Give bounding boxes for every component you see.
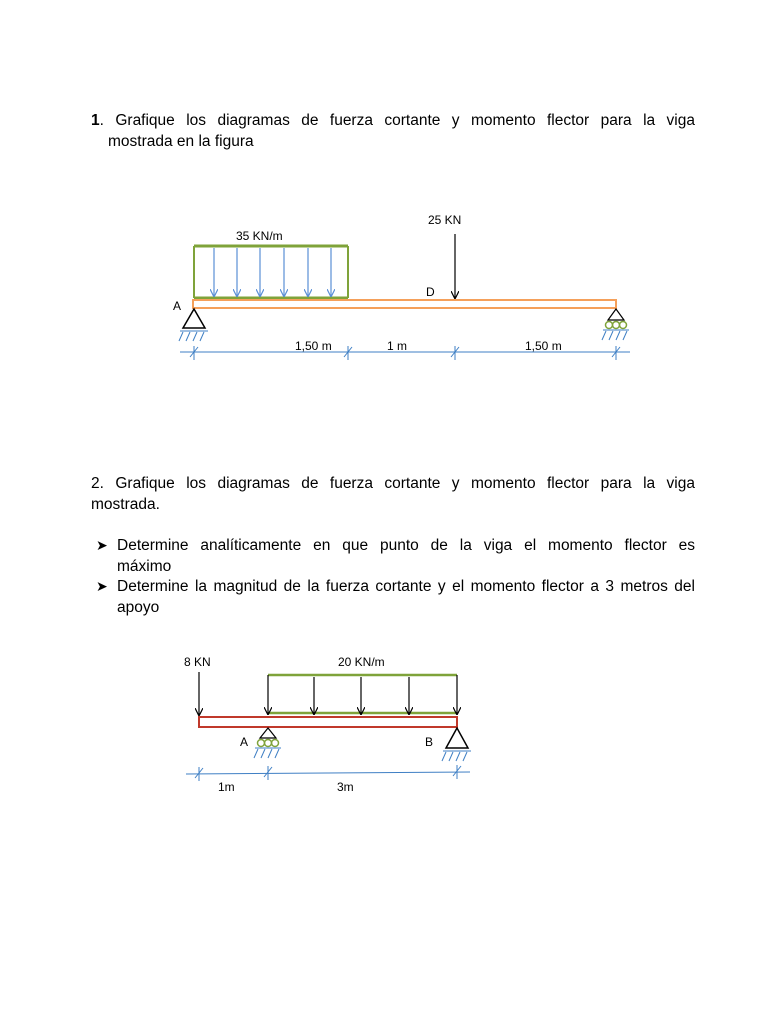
- distributed-load-1: [194, 229, 348, 298]
- support-a-label: A: [173, 299, 182, 313]
- beam-2: [199, 717, 457, 727]
- roller-support-icon: [602, 309, 629, 340]
- point-load-1: [426, 213, 461, 299]
- dimension-label: 1,50 m: [525, 339, 562, 353]
- arrow-bullet-icon: ➤: [96, 537, 108, 553]
- distributed-load-2-label: 20 KN/m: [338, 655, 385, 669]
- point-load-2: [184, 655, 211, 715]
- dimension-label: 1m: [218, 780, 235, 794]
- support-a-label: A: [240, 735, 249, 749]
- question-1-line-2: mostrada en la figura: [108, 133, 254, 150]
- bullet-line-1: Determine la magnitud de la fuerza cortante y el momento flector a 3 metros del: [117, 578, 695, 595]
- beam-figure-2: [184, 655, 471, 794]
- dimension-label: 3m: [337, 780, 354, 794]
- bullet-line-2: máximo: [117, 558, 172, 575]
- point-d-label: D: [426, 285, 435, 299]
- question-1-line-1: 1. Grafique los diagramas de fuerza cortante y momento flector para la viga: [91, 112, 695, 129]
- dimension-label: 1,50 m: [295, 339, 332, 353]
- question-2-number: 2: [91, 475, 100, 492]
- bullet-line-2: apoyo: [117, 599, 160, 616]
- arrow-bullet-icon: ➤: [96, 578, 108, 594]
- beam-1: [193, 300, 616, 308]
- beam-figure-1: [173, 213, 630, 360]
- distributed-load-1-label: 35 KN/m: [236, 229, 283, 243]
- point-load-2-label: 8 KN: [184, 655, 211, 669]
- point-load-1-label: 25 KN: [428, 213, 462, 227]
- question-1-number: 1: [91, 112, 100, 129]
- dimension-line-2: [186, 765, 470, 781]
- pin-support-icon: [442, 728, 471, 761]
- question-2-line-2: mostrada.: [91, 496, 160, 513]
- roller-support-icon: [254, 728, 281, 758]
- dimension-label: 1 m: [387, 339, 408, 353]
- question-2-line-1: 2. Grafique los diagramas de fuerza cortante y momento flector para la viga: [91, 475, 695, 492]
- pin-support-icon: [179, 309, 208, 341]
- support-b-label: B: [425, 735, 434, 749]
- distributed-load-2: [268, 655, 457, 714]
- bullet-line-1: Determine analíticamente en que punto de la viga el momento flector es: [117, 537, 695, 554]
